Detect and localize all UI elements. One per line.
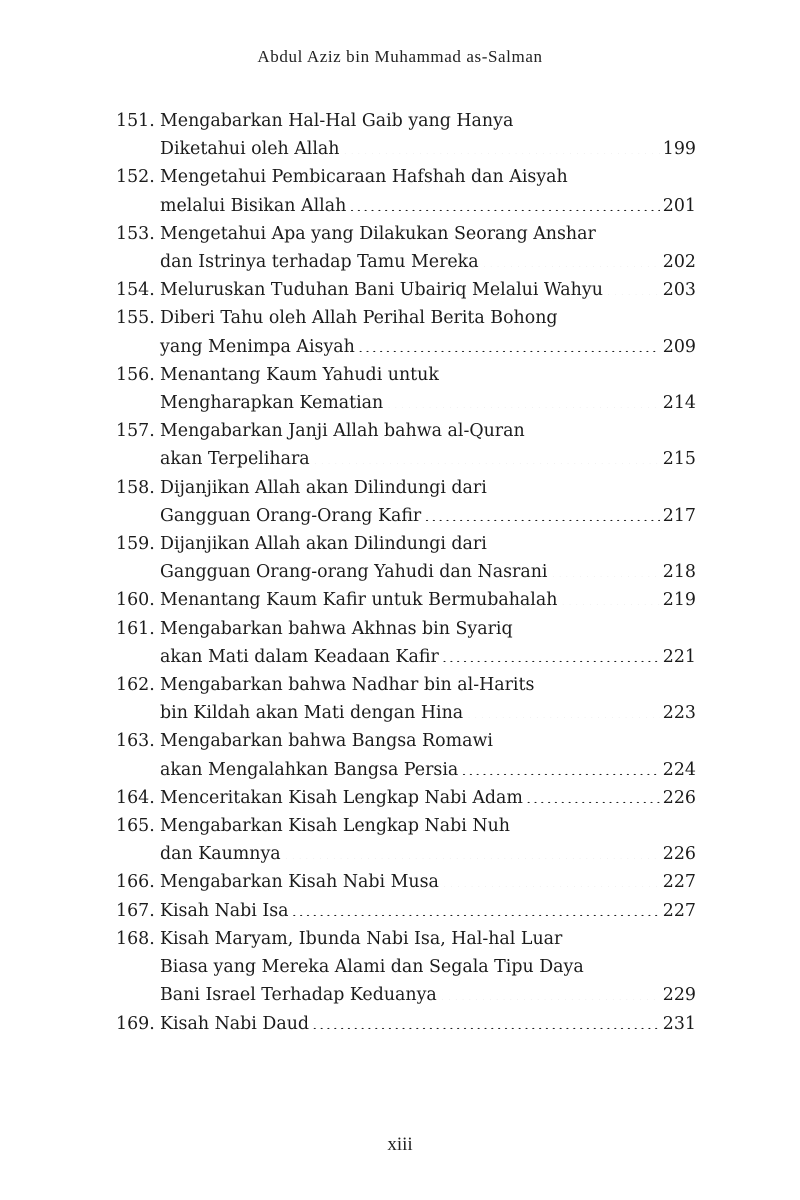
- toc-entry-line: [160, 699, 696, 727]
- toc-entry-line: [160, 220, 696, 248]
- toc-entry-title: yang Menimpa Aisyah: [160, 336, 355, 357]
- toc-entry[interactable]: [116, 812, 696, 868]
- toc-entry-line: [160, 530, 696, 558]
- toc-entry-line: [160, 727, 696, 755]
- toc-entry-line: [160, 586, 696, 614]
- toc-entry[interactable]: [116, 897, 696, 925]
- toc-entry-number: 155.: [116, 308, 155, 329]
- toc-entry-title: Mengabarkan Hal-Hal Gaib yang Hanya: [160, 111, 514, 131]
- toc-entry-title: dan Istrinya terhadap Tamu Mereka: [160, 252, 479, 273]
- toc-entry-body: [160, 615, 696, 671]
- toc-entry-page: 201: [662, 195, 696, 216]
- toc-entry-body: [160, 417, 696, 473]
- dot-leader: [349, 193, 660, 210]
- dot-leader: [560, 588, 659, 605]
- toc-entry-title: Diketahui oleh Allah: [160, 139, 340, 160]
- toc-entry[interactable]: [116, 586, 696, 614]
- toc-entry-number: 167.: [116, 900, 155, 921]
- toc-entry-body: [160, 276, 696, 304]
- toc-entry-number: 153.: [116, 223, 155, 244]
- toc-entry-title: Menceritakan Kisah Lengkap Nabi Adam: [160, 787, 523, 808]
- toc-entry-title: Biasa yang Mereka Alami dan Segala Tipu Daya: [160, 957, 584, 978]
- toc-entry-title: dan Kaumnya: [160, 844, 281, 865]
- toc-entry-title: bin Kildah akan Mati dengan Hina: [160, 703, 464, 724]
- toc-entry-number: 151.: [116, 111, 155, 131]
- toc-entry-body: [160, 361, 696, 417]
- toc-entry-body: [160, 727, 696, 783]
- dot-leader: [424, 503, 660, 520]
- toc-entry-line: [160, 248, 696, 276]
- toc-entry-title: Kisah Maryam, Ibunda Nabi Isa, Hal-hal Luar: [160, 928, 563, 949]
- toc-entry-page: 221: [662, 646, 696, 667]
- toc-entry-title: Mengharapkan Kematian: [160, 393, 384, 414]
- toc-entry-title: Kisah Nabi Isa: [160, 900, 289, 921]
- toc-entry-number: 156.: [116, 364, 155, 385]
- toc-entry-page: 224: [662, 759, 696, 780]
- dot-leader: [292, 898, 660, 915]
- toc-entry-page: 202: [662, 252, 696, 273]
- toc-entry-line: [160, 445, 696, 473]
- toc-entry-page: 209: [662, 336, 696, 357]
- dot-leader: [526, 785, 660, 802]
- toc-entry-number: 163.: [116, 731, 155, 752]
- toc-entry-title: Diberi Tahu oleh Allah Perihal Berita Bohong: [160, 308, 558, 329]
- toc-entry-number: 154.: [116, 280, 155, 301]
- toc-entry[interactable]: [116, 417, 696, 473]
- toc-entry[interactable]: [116, 784, 696, 812]
- toc-entry-number: 169.: [116, 1013, 155, 1034]
- toc-entry-title: Mengabarkan Kisah Nabi Musa: [160, 872, 439, 893]
- dot-leader: [466, 701, 660, 718]
- toc-entry-page: 214: [662, 393, 696, 414]
- toc-entry-number: 166.: [116, 872, 155, 893]
- toc-entry-page: 215: [662, 449, 696, 470]
- toc-entry[interactable]: [116, 107, 696, 163]
- toc-entry-title: akan Mati dalam Keadaan Kafir: [160, 646, 439, 667]
- toc-entry-title: Menantang Kaum Yahudi untuk: [160, 364, 439, 385]
- toc-entry-line: [160, 756, 696, 784]
- toc-entry-number: 161.: [116, 618, 155, 639]
- toc-entry-page: 227: [662, 872, 696, 893]
- dot-leader: [482, 250, 660, 267]
- toc-entry[interactable]: [116, 361, 696, 417]
- toc-entry-title: Meluruskan Tuduhan Bani Ubairiq Melalui Wahyu: [160, 280, 603, 301]
- toc-entry-body: [160, 474, 696, 530]
- toc-entry-body: [160, 530, 696, 586]
- toc-entry-title: Bani Israel Terhadap Keduanya: [160, 985, 437, 1006]
- toc-entry-number: 158.: [116, 477, 155, 498]
- toc-entry-line: [160, 417, 696, 445]
- toc-entry-line: [160, 925, 696, 953]
- dot-leader: [551, 560, 660, 577]
- dot-leader: [284, 842, 660, 859]
- dot-leader: [312, 1011, 660, 1028]
- toc-entry[interactable]: [116, 304, 696, 360]
- dot-leader: [440, 983, 660, 1000]
- toc-entry-title: Mengabarkan bahwa Nadhar bin al-Harits: [160, 675, 535, 696]
- toc-entry-page: 218: [662, 562, 696, 583]
- toc-entry-page: 229: [662, 985, 696, 1006]
- toc-entry[interactable]: [116, 530, 696, 586]
- toc-entry-number: 160.: [116, 590, 155, 611]
- toc-entry-body: [160, 868, 696, 896]
- toc-entry-title: Mengetahui Apa yang Dilakukan Seorang Anshar: [160, 223, 596, 244]
- toc-entry-title: Mengabarkan bahwa Akhnas bin Syariq: [160, 618, 513, 639]
- running-head: Abdul Aziz bin Muhammad as-Salman: [257, 47, 543, 66]
- toc-entry-number: 162.: [116, 675, 155, 696]
- dot-leader: [358, 334, 660, 351]
- dot-leader: [313, 447, 660, 464]
- toc-entry-title: Mengetahui Pembicaraan Hafshah dan Aisyah: [160, 167, 568, 188]
- toc-entry[interactable]: [116, 671, 696, 727]
- toc-entry-line: [160, 897, 696, 925]
- toc-entry-line: [160, 1010, 696, 1038]
- toc-entry-line: [160, 474, 696, 502]
- toc-entry-line: [160, 953, 696, 981]
- toc-entry-line: [160, 812, 696, 840]
- toc-entry-number: 159.: [116, 534, 155, 555]
- toc-entry-body: [160, 671, 696, 727]
- dot-leader: [606, 278, 660, 295]
- toc-entry-page: 227: [662, 900, 696, 921]
- toc-entry-line: [160, 276, 696, 304]
- toc-entry-body: [160, 304, 696, 360]
- toc-entry-line: [160, 868, 696, 896]
- toc-entry-line: [160, 163, 696, 191]
- toc-entry[interactable]: [116, 1010, 696, 1038]
- toc-entry-line: [160, 615, 696, 643]
- toc-entry-line: [160, 784, 696, 812]
- toc-entry[interactable]: [116, 474, 696, 530]
- toc-entry-title: Menantang Kaum Kafir untuk Bermubahalah: [160, 590, 558, 611]
- toc-entry-line: [160, 107, 696, 135]
- table-of-contents: [116, 107, 696, 1038]
- toc-entry-body: [160, 812, 696, 868]
- toc-entry-page: 226: [662, 844, 696, 865]
- toc-entry-body: [160, 1010, 696, 1038]
- toc-entry-line: [160, 558, 696, 586]
- toc-entry-title: Gangguan Orang-orang Yahudi dan Nasrani: [160, 562, 548, 583]
- toc-entry-line: [160, 981, 696, 1009]
- dot-leader: [386, 391, 660, 408]
- toc-entry-line: [160, 502, 696, 530]
- toc-entry[interactable]: [116, 727, 696, 783]
- toc-entry[interactable]: [116, 220, 696, 276]
- dot-leader: [442, 870, 660, 887]
- toc-entry-title: akan Mengalahkan Bangsa Persia: [160, 759, 459, 780]
- dot-leader: [343, 137, 660, 154]
- toc-entry-page: 226: [662, 787, 696, 808]
- toc-entry-number: 165.: [116, 816, 155, 837]
- toc-entry-number: 168.: [116, 928, 155, 949]
- toc-entry-number: 157.: [116, 421, 155, 442]
- toc-entry-page: 199: [662, 139, 696, 160]
- toc-entry-title: Gangguan Orang-Orang Kafir: [160, 505, 422, 526]
- toc-entry-line: [160, 192, 696, 220]
- toc-entry-number: 152.: [116, 167, 155, 188]
- toc-entry-page: 217: [662, 505, 696, 526]
- toc-entry-title: melalui Bisikan Allah: [160, 195, 347, 216]
- toc-entry-line: [160, 304, 696, 332]
- toc-entry-title: Mengabarkan Kisah Lengkap Nabi Nuh: [160, 816, 510, 837]
- toc-entry[interactable]: [116, 276, 696, 304]
- toc-entry-line: [160, 333, 696, 361]
- toc-entry-body: [160, 220, 696, 276]
- dot-leader: [461, 757, 660, 774]
- page-number: xiii: [387, 1134, 413, 1155]
- toc-entry-body: [160, 163, 696, 219]
- toc-entry[interactable]: [116, 163, 696, 219]
- toc-entry-line: [160, 840, 696, 868]
- toc-entry-title: Kisah Nabi Daud: [160, 1013, 310, 1034]
- toc-entry-page: 223: [662, 703, 696, 724]
- toc-entry-title: Mengabarkan Janji Allah bahwa al-Quran: [160, 421, 525, 442]
- toc-entry-body: [160, 586, 696, 614]
- toc-entry-number: 164.: [116, 787, 155, 808]
- toc-entry-title: Mengabarkan bahwa Bangsa Romawi: [160, 731, 493, 752]
- toc-entry[interactable]: [116, 925, 696, 1010]
- toc-entry-body: [160, 784, 696, 812]
- toc-entry[interactable]: [116, 615, 696, 671]
- toc-entry-line: [160, 671, 696, 699]
- toc-entry-body: [160, 897, 696, 925]
- toc-entry-page: 231: [662, 1013, 696, 1034]
- toc-entry-page: 219: [662, 590, 696, 611]
- toc-entry-line: [160, 361, 696, 389]
- toc-entry-line: [160, 389, 696, 417]
- toc-entry-title: akan Terpelihara: [160, 449, 310, 470]
- toc-entry-body: [160, 925, 696, 1010]
- toc-entry-page: 203: [662, 280, 696, 301]
- toc-entry-line: [160, 643, 696, 671]
- toc-entry-line: [160, 135, 696, 163]
- toc-entry[interactable]: [116, 868, 696, 896]
- toc-entry-title: Dijanjikan Allah akan Dilindungi dari: [160, 477, 487, 498]
- toc-entry-title: Dijanjikan Allah akan Dilindungi dari: [160, 534, 487, 555]
- toc-entry-body: [160, 107, 696, 163]
- dot-leader: [442, 644, 660, 661]
